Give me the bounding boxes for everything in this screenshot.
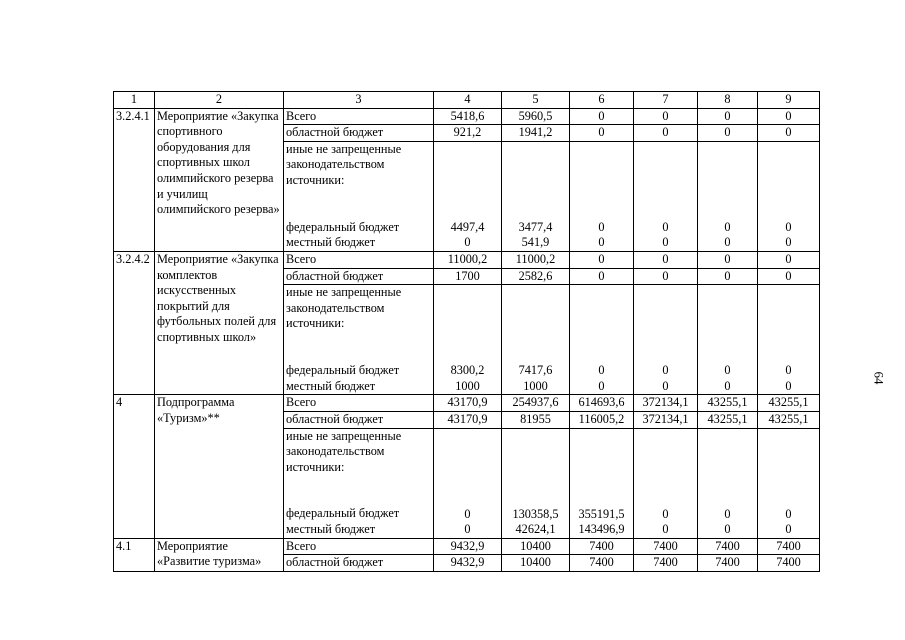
spacer [436, 285, 499, 363]
value-cell [434, 428, 502, 538]
value-cell: 7400 [570, 555, 634, 572]
local-value: 0 [724, 235, 731, 250]
value-cell: 81955 [502, 411, 570, 428]
value-cell [758, 285, 820, 395]
local-value: 0 [785, 378, 792, 393]
source-label: Всего [284, 108, 434, 125]
source-label: Всего [284, 538, 434, 555]
value-cell: 2582,6 [502, 268, 570, 285]
local-value: 0 [464, 235, 471, 250]
spacer [760, 142, 817, 220]
federal-value: 4497,4 [450, 219, 485, 234]
source-label: областной бюджет [284, 555, 434, 572]
federal-value: 355191,5 [578, 506, 625, 521]
value-cell: 10400 [502, 555, 570, 572]
header-cell: 9 [758, 92, 820, 109]
value-cell: 0 [570, 268, 634, 285]
value-cell: 7400 [570, 538, 634, 555]
value-cell: 9432,9 [434, 555, 502, 572]
value-cell: 5960,5 [502, 108, 570, 125]
item-name: Мероприятие «Закупка комплектов искусственных покрытий для футбольных полей для спортивных школ» [155, 251, 284, 394]
federal-value: 7417,6 [518, 363, 553, 378]
spacer [504, 429, 567, 507]
item-code: 3.2.4.2 [114, 251, 155, 394]
spacer [760, 429, 817, 507]
value-cell [434, 285, 502, 395]
federal-value: 0 [662, 363, 669, 378]
value-cell: 7400 [758, 555, 820, 572]
spacer [436, 142, 499, 220]
other-sources-label: иные не запрещенные законодательством источники: [286, 285, 402, 331]
local-value: 0 [598, 235, 605, 250]
value-cell: 11000,2 [434, 251, 502, 268]
value-cell: 0 [698, 268, 758, 285]
federal-value: 0 [785, 363, 792, 378]
spacer [636, 285, 695, 363]
value-cell [434, 141, 502, 251]
item-name: Мероприятие «Закупка спортивного оборудования для спортивных школ олимпийского резерва и училищ олимпийского резерва» [155, 108, 284, 251]
item-code: 4.1 [114, 538, 155, 571]
federal-value: 3477,4 [518, 219, 553, 234]
value-cell: 7400 [758, 538, 820, 555]
value-cell [502, 141, 570, 251]
other-sources-label: иные не запрещенные законодательством источники: [286, 428, 402, 474]
local-value: 0 [724, 378, 731, 393]
value-cell [570, 141, 634, 251]
value-cell [634, 285, 698, 395]
value-cell: 11000,2 [502, 251, 570, 268]
header-cell: 8 [698, 92, 758, 109]
value-cell: 372134,1 [634, 411, 698, 428]
source-label: Всего [284, 395, 434, 412]
spacer [636, 142, 695, 220]
budget-table [113, 91, 820, 572]
source-label: местный бюджет [286, 378, 376, 393]
value-cell [502, 428, 570, 538]
local-value: 0 [662, 378, 669, 393]
spacer [504, 142, 567, 220]
spacer [700, 142, 755, 220]
value-cell: 0 [634, 125, 698, 142]
value-cell [502, 285, 570, 395]
source-label: областной бюджет [284, 411, 434, 428]
header-cell: 1 [114, 92, 155, 109]
value-cell: 7400 [634, 555, 698, 572]
local-value: 0 [598, 378, 605, 393]
value-cell: 7400 [698, 538, 758, 555]
source-label: федеральный бюджет [286, 506, 400, 521]
source-label: областной бюджет [284, 268, 434, 285]
header-cell: 7 [634, 92, 698, 109]
table-row [114, 538, 820, 555]
source-label: областной бюджет [284, 125, 434, 142]
header-cell: 2 [155, 92, 284, 109]
value-cell [634, 141, 698, 251]
value-cell: 7400 [698, 555, 758, 572]
value-cell [758, 428, 820, 538]
local-value: 0 [662, 235, 669, 250]
item-code: 3.2.4.1 [114, 108, 155, 251]
value-cell [758, 141, 820, 251]
value-cell: 1941,2 [502, 125, 570, 142]
local-value: 1000 [523, 378, 548, 393]
spacer [636, 429, 695, 507]
spacer [760, 285, 817, 363]
spacer [572, 285, 631, 363]
source-cell [284, 285, 434, 395]
local-value: 0 [464, 522, 471, 537]
table-row [114, 108, 820, 125]
federal-value: 0 [598, 363, 605, 378]
value-cell: 0 [570, 125, 634, 142]
value-cell: 5418,6 [434, 108, 502, 125]
federal-value: 0 [785, 219, 792, 234]
item-name: Мероприятие «Развитие туризма» [155, 538, 284, 571]
item-name: Подпрограмма «Туризм»** [155, 395, 284, 538]
value-cell: 614693,6 [570, 395, 634, 412]
spacer [572, 429, 631, 507]
value-cell: 0 [570, 251, 634, 268]
value-cell: 7400 [634, 538, 698, 555]
value-cell: 0 [698, 108, 758, 125]
value-cell: 0 [570, 108, 634, 125]
local-value: 0 [785, 235, 792, 250]
spacer [286, 332, 431, 363]
value-cell: 43255,1 [698, 411, 758, 428]
table-row [114, 251, 820, 268]
local-value: 42624,1 [515, 522, 556, 537]
value-cell: 921,2 [434, 125, 502, 142]
value-cell: 0 [634, 108, 698, 125]
value-cell: 1700 [434, 268, 502, 285]
value-cell: 43255,1 [758, 411, 820, 428]
local-value: 0 [724, 522, 731, 537]
value-cell [698, 428, 758, 538]
federal-value: 0 [724, 363, 731, 378]
spacer [572, 142, 631, 220]
value-cell: 9432,9 [434, 538, 502, 555]
federal-value: 130358,5 [512, 506, 559, 521]
item-code: 4 [114, 395, 155, 538]
local-value: 143496,9 [578, 522, 625, 537]
source-cell [284, 141, 434, 251]
table-body [114, 92, 820, 572]
local-value: 541,9 [521, 235, 550, 250]
federal-value: 0 [464, 506, 471, 521]
page-number: 64 [871, 371, 887, 385]
federal-value: 0 [724, 506, 731, 521]
spacer [700, 429, 755, 507]
value-cell: 0 [698, 251, 758, 268]
value-cell: 0 [698, 125, 758, 142]
header-cell: 3 [284, 92, 434, 109]
value-cell: 10400 [502, 538, 570, 555]
value-cell: 43255,1 [758, 395, 820, 412]
value-cell: 43170,9 [434, 411, 502, 428]
source-label: Всего [284, 251, 434, 268]
value-cell [634, 428, 698, 538]
value-cell: 43170,9 [434, 395, 502, 412]
federal-value: 0 [662, 219, 669, 234]
value-cell: 372134,1 [634, 395, 698, 412]
header-cell: 6 [570, 92, 634, 109]
federal-value: 0 [662, 506, 669, 521]
federal-value: 0 [598, 219, 605, 234]
value-cell [570, 428, 634, 538]
value-cell [570, 285, 634, 395]
value-cell: 116005,2 [570, 411, 634, 428]
header-row [114, 92, 820, 109]
federal-value: 0 [785, 506, 792, 521]
value-cell: 0 [758, 251, 820, 268]
source-label: федеральный бюджет [286, 362, 400, 377]
local-value: 1000 [455, 378, 480, 393]
other-sources-label: иные не запрещенные законодательством источники: [286, 141, 402, 187]
source-label: федеральный бюджет [286, 219, 400, 234]
source-cell [284, 428, 434, 538]
header-cell: 4 [434, 92, 502, 109]
spacer [286, 189, 431, 220]
value-cell: 0 [758, 268, 820, 285]
table-row [114, 395, 820, 412]
value-cell [698, 141, 758, 251]
value-cell [698, 285, 758, 395]
federal-value: 0 [724, 219, 731, 234]
value-cell: 0 [758, 125, 820, 142]
local-value: 0 [785, 522, 792, 537]
local-value: 0 [662, 522, 669, 537]
spacer [700, 285, 755, 363]
value-cell: 0 [634, 251, 698, 268]
value-cell: 43255,1 [698, 395, 758, 412]
source-label: местный бюджет [286, 521, 376, 536]
source-label: местный бюджет [286, 235, 376, 250]
header-cell: 5 [502, 92, 570, 109]
value-cell: 0 [758, 108, 820, 125]
spacer [504, 285, 567, 363]
federal-value: 8300,2 [450, 363, 485, 378]
value-cell: 0 [634, 268, 698, 285]
value-cell: 254937,6 [502, 395, 570, 412]
spacer [436, 429, 499, 507]
spacer [286, 475, 431, 506]
